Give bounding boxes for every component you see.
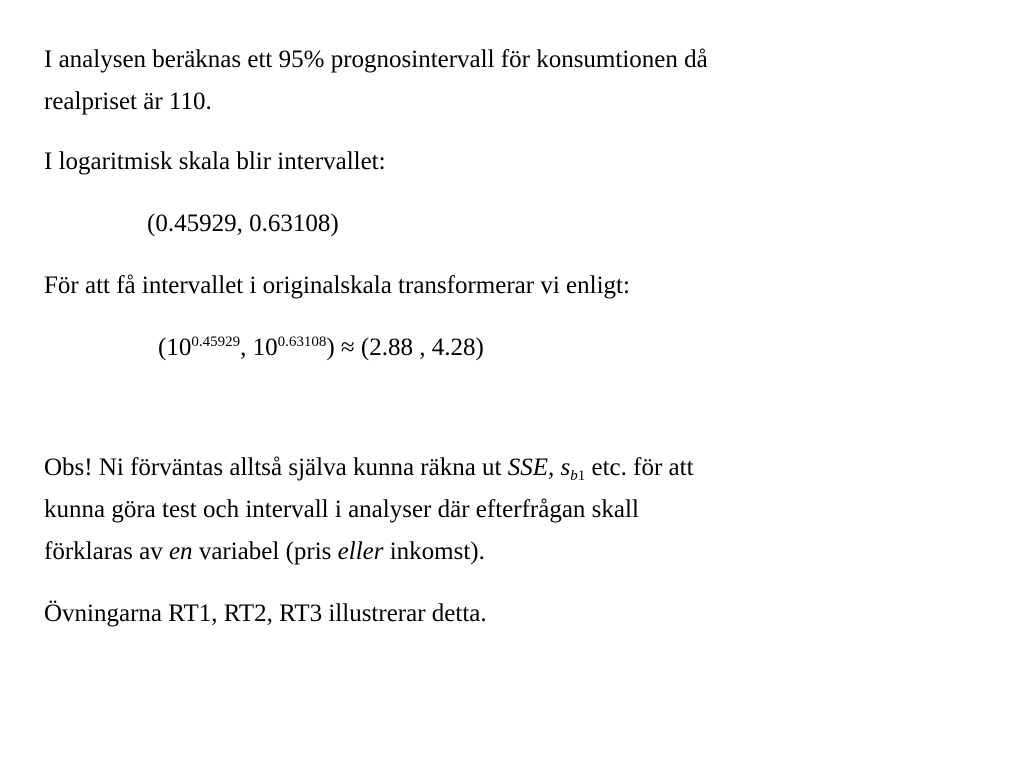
- paragraph4-subscript: [570, 468, 585, 484]
- paragraph4-sse: SSE, s: [507, 454, 571, 481]
- paragraph4-line1-text-b: etc. för att: [585, 454, 694, 481]
- paragraph4-line2: [44, 492, 639, 528]
- paragraph4-eller: eller: [337, 538, 384, 565]
- paragraph4-line3-text-a: förklaras av: [44, 538, 169, 565]
- paragraph2: [44, 144, 386, 180]
- paragraph3: [44, 268, 630, 304]
- transform-open: (10: [158, 334, 192, 361]
- paragraph3-text: För att få intervallet i originalskala transformerar vi enligt:: [44, 272, 630, 299]
- transform-exponent-2: 0.63108: [277, 334, 327, 350]
- paragraph4-subscript-1: 1: [577, 468, 586, 484]
- transform-exponent-1: 0.45929: [191, 334, 241, 350]
- log-interval: [147, 206, 339, 242]
- paragraph4-en: en: [168, 538, 193, 565]
- paragraph4-line3-text-b: variabel (pris: [192, 538, 338, 565]
- paragraph4-line1: [44, 450, 694, 486]
- paragraph5-text: Övningarna RT1, RT2, RT3 illustrerar detta.: [44, 600, 487, 627]
- paragraph2-text: I logaritmisk skala blir intervallet:: [44, 148, 386, 175]
- paragraph1-line1-text: I analysen beräknas ett 95% prognosintervall för konsumtionen då: [44, 46, 708, 73]
- paragraph4-line1-text-a: Obs! Ni förväntas alltså själva kunna räkna ut: [44, 454, 508, 481]
- paragraph4-line2-text: kunna göra test och intervall i analyser där efterfrågan skall: [44, 496, 639, 523]
- paragraph1-line2: [44, 84, 212, 120]
- paragraph1-line2-text: realpriset är 110.: [44, 88, 212, 115]
- paragraph4-line3-text-c: inkomst).: [383, 538, 485, 565]
- paragraph5: [44, 596, 487, 632]
- log-interval-text: (0.45929, 0.63108): [147, 210, 339, 237]
- transform-formula: [158, 330, 484, 366]
- paragraph1-line1: [44, 42, 708, 78]
- paragraph4-line3: [44, 534, 485, 570]
- paragraph4-subscript-b: b: [570, 468, 578, 484]
- transform-result: ) ≈ (2.88 , 4.28): [326, 334, 484, 361]
- transform-separator: , 10: [240, 334, 278, 361]
